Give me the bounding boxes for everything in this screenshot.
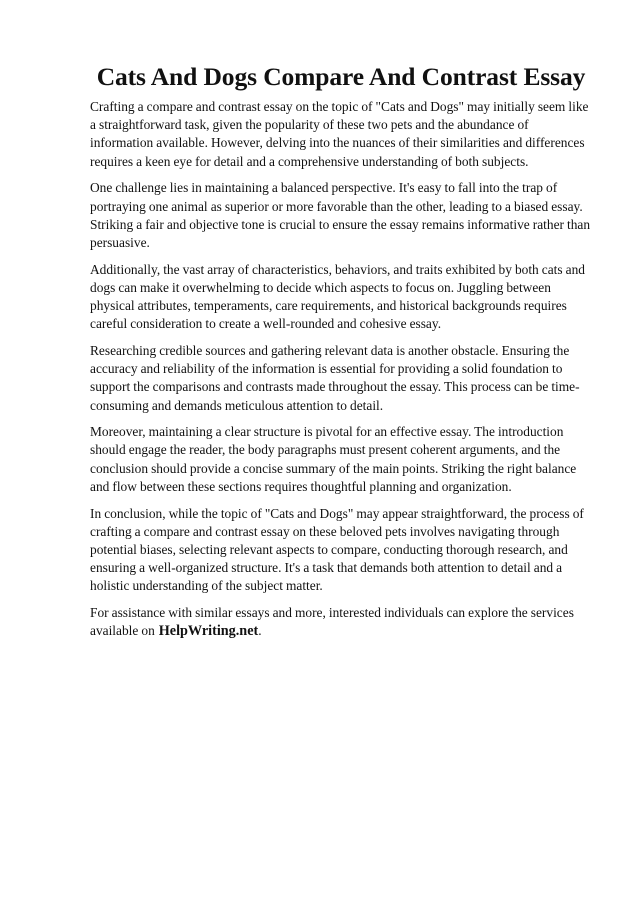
paragraph-characteristics: Additionally, the vast array of characteristics, behaviors, and traits exhibited by both cats and dogs can make it overwhelming to decide which aspects to focus on. Juggling between physical attributes, temperaments, care requirements, and historical backgrounds requires careful consideration to create a well-rounded and cohesive essay. — [90, 261, 585, 332]
document-page — [90, 62, 592, 649]
paragraph-structure: Moreover, maintaining a clear structure is pivotal for an effective essay. The introduction should engage the reader, the body paragraphs must present coherent arguments, and the conclusion should provide a concise summary of the main points. Striking the right balance and flow between these sections requires thoughtful planning and organization. — [90, 424, 577, 494]
closing-period: . — [258, 623, 262, 639]
page-title: Cats And Dogs Compare And Contrast Essay — [96, 62, 586, 91]
paragraph-research: Researching credible sources and gathering relevant data is another obstacle. Ensuring the accuracy and reliability of the information is essential for providing a solid foundation to support the comparisons and contrasts made throughout the essay. This process can be time-consuming and demands meticulous attention to detail. — [90, 342, 580, 413]
helpwriting-link[interactable]: HelpWriting.net — [158, 623, 259, 640]
paragraph-conclusion: In conclusion, while the topic of "Cats and Dogs" may appear straightforward, the process of crafting a compare and contrast essay on these beloved pets involves navigating through potential biases, selecting relevant aspects to compare, conducting thorough research, and ensuring a well-organized structure. It's a task that demands both attention to detail and a holistic understanding of the subject matter. — [90, 505, 584, 594]
paragraph-closing — [90, 604, 592, 640]
paragraph-balance: One challenge lies in maintaining a balanced perspective. It's easy to fall into the trap of portraying one animal as superior or more favorable than the other, leading to a biased essay. Striking a fair and objective tone is crucial to ensure the essay remains informative rather than persuasive. — [90, 180, 591, 250]
closing-text: For assistance with similar essays and more, interested individuals can explore the services available on — [90, 605, 574, 639]
paragraph-intro: Crafting a compare and contrast essay on the topic of "Cats and Dogs" may initially seem like a straightforward task, given the popularity of these two pets and the abundance of information available. However, delving into the nuances of their similarities and differences requires a keen eye for detail and a comprehensive understanding of both subjects. — [90, 99, 589, 169]
